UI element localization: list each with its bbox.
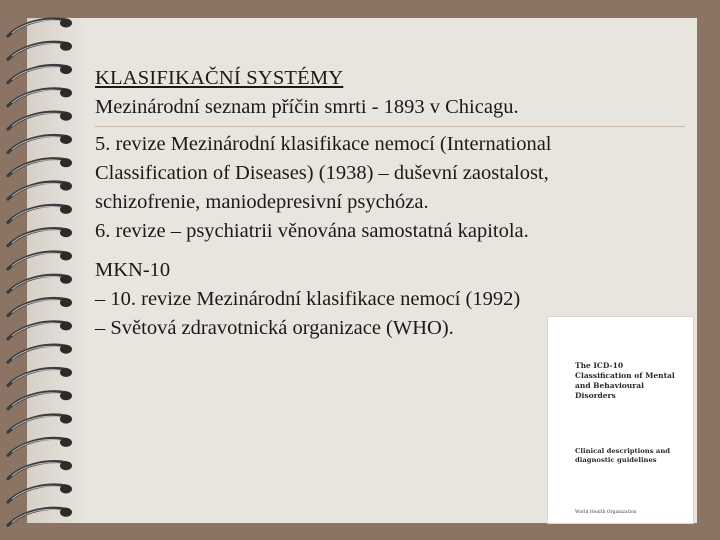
- binding-hole: [60, 485, 72, 494]
- book-title-line: The ICD-10: [575, 361, 624, 370]
- binding-hole: [60, 182, 72, 191]
- binding-hole: [60, 321, 72, 330]
- binding-hole: [60, 112, 72, 121]
- icd10-book-cover-image: [548, 317, 693, 523]
- binding-hole: [60, 368, 72, 377]
- book-title-line: Classification of Mental: [575, 371, 675, 380]
- header-block: [95, 64, 519, 122]
- book-subtitle: [575, 447, 685, 465]
- binding-hole: [60, 345, 72, 354]
- book-title-line: and Behavioural: [575, 381, 644, 390]
- binding-hole: [60, 275, 72, 284]
- binding-hole: [60, 461, 72, 470]
- slide-title: KLASIFIKAČNÍ SYSTÉMY: [95, 67, 344, 89]
- binding-hole: [60, 228, 72, 237]
- binding-hole: [60, 205, 72, 214]
- spiral-binding-icon: [0, 0, 90, 540]
- binding-hole: [60, 65, 72, 74]
- mkn-block: [95, 256, 520, 343]
- mkn-line-1: – 10. revize Mezinárodní klasifikace nemocí (1992): [95, 288, 521, 310]
- binding-hole: [60, 298, 72, 307]
- binding-hole: [60, 42, 72, 51]
- binding-hole: [60, 391, 72, 400]
- binding-hole: [60, 19, 72, 28]
- binding-hole: [60, 508, 72, 517]
- book-publisher: World Health Organization: [575, 510, 637, 515]
- mkn-line-2: – Světová zdravotnická organizace (WHO).: [95, 317, 454, 339]
- book-subtitle-line: diagnostic guidelines: [575, 456, 657, 464]
- intro-line: Mezinárodní seznam příčin smrti - 1893 v Chicagu.: [95, 96, 519, 118]
- book-subtitle-line: Clinical descriptions and: [575, 447, 671, 455]
- binding-hole: [60, 438, 72, 447]
- revisions-block: [95, 130, 552, 246]
- binding-hole: [60, 415, 72, 424]
- binding-hole: [60, 88, 72, 97]
- binding-hole: [60, 135, 72, 144]
- revision5-line-2: Classification of Diseases) (1938) – duševní zaostalost,: [95, 162, 549, 184]
- binding-hole: [60, 158, 72, 167]
- binding-hole: [60, 252, 72, 261]
- mkn-heading: MKN-10: [95, 259, 171, 281]
- revision5-line-3: schizofrenie, maniodepresivní psychóza.: [95, 191, 429, 213]
- book-title-line: Disorders: [575, 391, 616, 400]
- book-title: [575, 361, 687, 401]
- revision6-line: 6. revize – psychiatrii věnována samostatná kapitola.: [95, 220, 529, 242]
- section-divider: [95, 126, 685, 127]
- revision5-line-1: 5. revize Mezinárodní klasifikace nemocí (International: [95, 133, 552, 155]
